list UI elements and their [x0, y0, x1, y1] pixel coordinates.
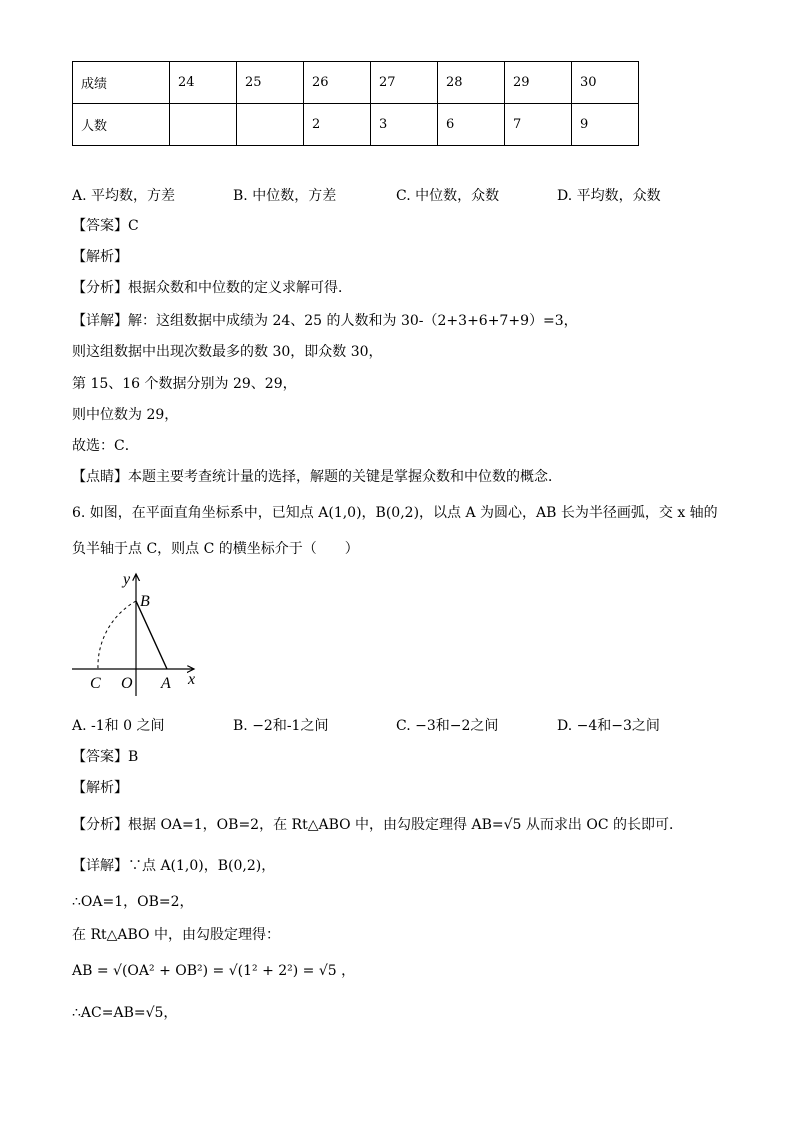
- table-cell: 6: [438, 104, 505, 146]
- q5-detail-line: 则中位数为 29，: [72, 407, 179, 423]
- q6-stem-line2: 负半轴于点 C，则点 C 的横坐标介于（ ）: [72, 541, 359, 557]
- table-row: [73, 62, 639, 104]
- q6-option-a: A. -1和 0 之间: [72, 718, 165, 734]
- q5-detail-line: 【详解】解：这组数据中成绩为 24、25 的人数和为 30-（2+3+6+7+9）=3，: [72, 313, 578, 329]
- row2-header: 人数: [73, 104, 170, 146]
- q6-detail-line: ∴AC=AB=√5，: [72, 1005, 178, 1021]
- q5-detail-line: 第 15、16 个数据分别为 29、29，: [72, 376, 297, 392]
- table-cell: 25: [237, 62, 304, 104]
- q6-analysis-label: 【解析】: [72, 780, 128, 796]
- q5-analysis-label: 【解析】: [72, 249, 128, 265]
- table-cell: 27: [371, 62, 438, 104]
- q5-option-d: D. 平均数，众数: [557, 188, 661, 204]
- q6-detail-line: 【详解】∵点 A(1,0)，B(0,2)，: [72, 858, 276, 874]
- table-cell: 28: [438, 62, 505, 104]
- table-cell: 3: [371, 104, 438, 146]
- q5-detail-line: 则这组数据中出现次数最多的数 30，即众数 30，: [72, 344, 383, 360]
- label-o: O: [121, 675, 133, 692]
- table-cell: 9: [572, 104, 639, 146]
- q6-option-d: D. −4和−3之间: [557, 718, 660, 734]
- table-cell: 26: [304, 62, 371, 104]
- table-cell: 24: [170, 62, 237, 104]
- q6-stem-line1: 6. 如图，在平面直角坐标系中，已知点 A(1,0)，B(0,2)，以点 A 为圆心，AB 长为半径画弧，交 x 轴的: [72, 505, 718, 521]
- dashed-arc: [98, 601, 136, 669]
- table-cell: [237, 104, 304, 146]
- score-table: [72, 61, 639, 146]
- q5-answer: 【答案】C: [72, 218, 139, 234]
- q5-option-c: C. 中位数，众数: [396, 188, 500, 204]
- q6-option-c: C. −3和−2之间: [396, 718, 499, 734]
- label-x: x: [188, 671, 196, 688]
- q6-answer: 【答案】B: [72, 749, 139, 765]
- table-row: [73, 104, 639, 146]
- label-y: y: [123, 571, 131, 588]
- coordinate-figure: [64, 568, 214, 698]
- q6-detail-line: AB = √(OA² + OB²) = √(1² + 2²) = √5 ，: [72, 963, 356, 979]
- label-b: B: [140, 593, 150, 610]
- q6-detail-line: 在 Rt△ABO 中，由勾股定理得：: [72, 927, 280, 943]
- q6-detail-line: ∴OA=1，OB=2，: [72, 894, 194, 910]
- q5-fenxi: 【分析】根据众数和中位数的定义求解可得．: [72, 280, 352, 296]
- q6-option-b: B. −2和-1之间: [233, 718, 329, 734]
- q5-detail-line: 故选：C．: [72, 438, 139, 454]
- q5-option-b: B. 中位数，方差: [233, 188, 337, 204]
- segment-ab: [136, 601, 167, 669]
- table-cell: [170, 104, 237, 146]
- table-cell: 2: [304, 104, 371, 146]
- table-cell: 29: [505, 62, 572, 104]
- table-cell: 7: [505, 104, 572, 146]
- q5-dianjing: 【点睛】本题主要考查统计量的选择，解题的关键是掌握众数和中位数的概念．: [72, 469, 562, 485]
- label-c: C: [90, 675, 101, 692]
- q5-option-a: A. 平均数，方差: [72, 188, 176, 204]
- table-cell: 30: [572, 62, 639, 104]
- q6-fenxi: 【分析】根据 OA=1，OB=2，在 Rt△ABO 中，由勾股定理得 AB=√5 从而求出 OC 的长即可．: [72, 817, 683, 833]
- label-a: A: [161, 675, 171, 692]
- row1-header: 成绩: [73, 62, 170, 104]
